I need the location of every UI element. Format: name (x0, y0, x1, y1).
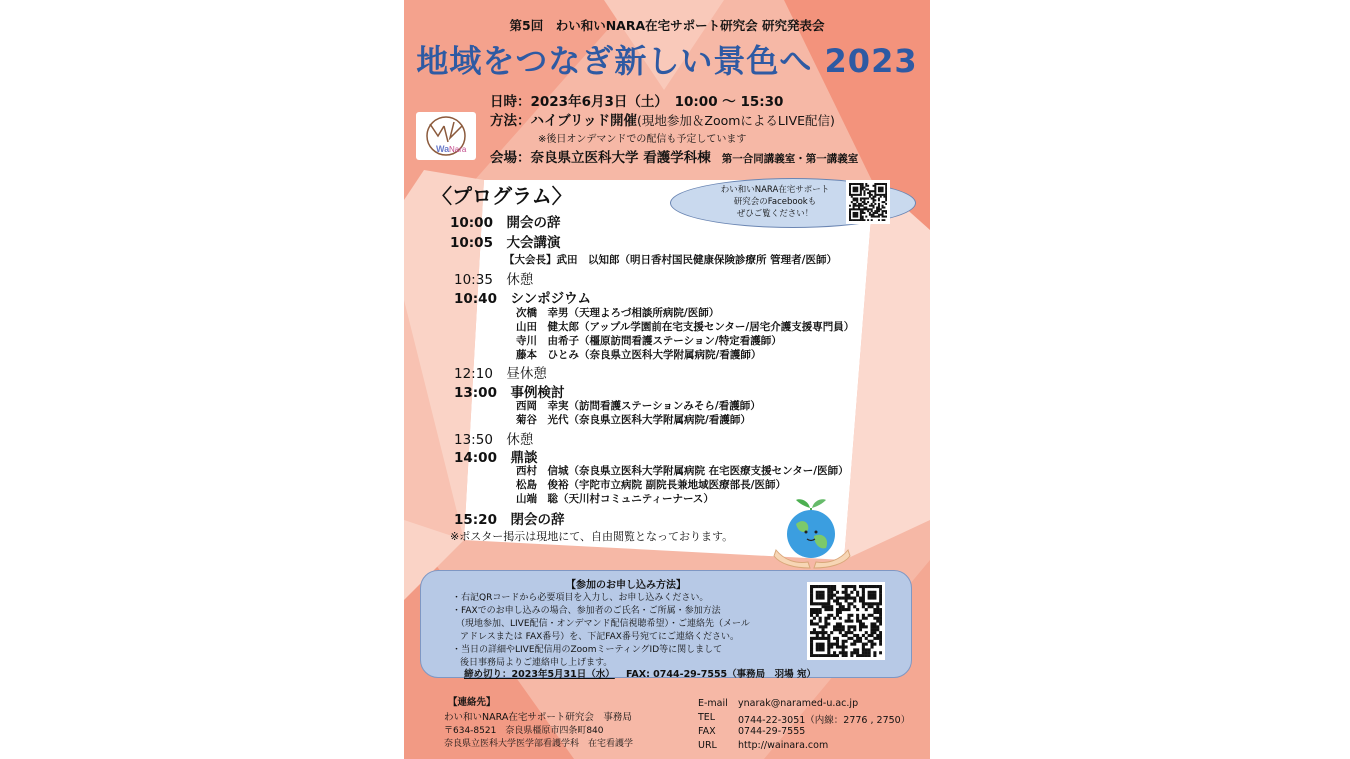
apply-line: アドレスまたは FAX番号）を、下記FAX番号宛てにご連絡ください。 (460, 632, 739, 642)
program-item: 10:00 開会の辞 (450, 215, 561, 231)
speaker-line: 次橋 幸男（天理よろづ相談所病院/医師） (516, 307, 720, 319)
event-method (490, 109, 835, 129)
program-item: 10:05 大会講演 (450, 235, 561, 251)
poster-note: ※ポスター掲示は現地にて、自由閲覧となっております。 (450, 530, 734, 543)
apply-line: （現地参加、LIVE配信・オンデマンド配信視聴希望）・ご連絡先（メール (456, 619, 750, 629)
application-qr-code[interactable] (807, 582, 885, 660)
speaker-line: 【大会長】武田 以知郎（明日香村国民健康保険診療所 管理者/医師） (504, 254, 837, 266)
speaker-line: 寺川 由希子（橿原訪問看護ステーション/特定看護師） (516, 335, 782, 347)
program-item: 15:20 閉会の辞 (454, 512, 565, 528)
speaker-line: 西村 信城（奈良県立医科大学附属病院 在宅医療支援センター/医師） (516, 465, 849, 477)
contact-org: わい和いNARA在宅サポート研究会 事務局 (444, 712, 632, 723)
venue-main: 会場：奈良県立医科大学 看護学科棟 (490, 150, 711, 166)
program-item: 12:10 昼休憩 (454, 366, 547, 382)
wainara-logo-icon (416, 112, 476, 160)
tel-label: TEL (698, 712, 716, 723)
program-item: 10:40 シンポジウム (454, 291, 591, 307)
speaker-line: 山端 聡（天川村コミュニティーナース） (516, 493, 714, 505)
facebook-qr-code[interactable] (846, 180, 890, 224)
facebook-text-line: ぜひご覧ください！ (736, 209, 814, 219)
apply-deadline: 締め切り：2023年5月31日（水） (464, 669, 615, 680)
event-subtitle: 第5回 わい和いNARA在宅サポート研究会 研究発表会 (509, 18, 825, 33)
method-detail: (現地参加＆ZoomによるLIVE配信) (637, 113, 835, 128)
event-venue (490, 146, 858, 166)
url-label: URL (698, 740, 717, 751)
venue-rooms: 第一合同講義室・第一講義室 (721, 153, 859, 165)
program-item: 13:50 休憩 (454, 432, 534, 448)
apply-line: ・当日の詳細やLIVE配信用のZoomミーティングID等に関しまして (452, 645, 723, 655)
program-heading: 〈プログラム〉 (432, 184, 572, 208)
apply-heading: 【参加のお申し込み方法】 (566, 580, 686, 591)
contact-label: 【連絡先】 (448, 697, 496, 708)
email-address[interactable]: ynarak@naramed-u.ac.jp (738, 698, 859, 709)
facebook-text-line: わい和いNARA在宅サポート (720, 185, 830, 195)
contact-dept: 奈良県立医科大学医学部看護学科 在宅看護学 (444, 739, 634, 749)
fax-label: FAX (698, 726, 716, 737)
facebook-text-line: 研究会のFacebookも (733, 197, 817, 207)
apply-line: ・右記QRコードから必要項目を入力し、お申し込みください。 (452, 593, 709, 603)
facebook-text (700, 184, 850, 220)
program-item: 14:00 鼎談 (454, 450, 538, 466)
method-label: 方法：ハイブリッド開催 (490, 113, 638, 129)
svg-text:Wa: Wa (436, 144, 450, 154)
event-flyer (404, 0, 930, 759)
email-label: E-mail (698, 698, 728, 709)
earth-in-hands-icon (770, 494, 854, 570)
program-item: 10:35 休憩 (454, 272, 534, 288)
speaker-line: 西岡 幸実（訪問看護ステーションみそら/看護師） (516, 400, 761, 412)
ondemand-note: ※後日オンデマンドでの配信も予定しています (538, 134, 747, 145)
speaker-line: 菊谷 光代（奈良県立医科大学附属病院/看護師） (516, 414, 751, 426)
event-date: 日時：2023年6月3日（土） 10:00 ～ 15:30 (490, 94, 784, 110)
apply-line: 後日事務局よりご連絡申し上げます。 (460, 658, 613, 668)
program-item: 13:00 事例検討 (454, 385, 565, 401)
contact-address: 〒634-8521 奈良県橿原市四条町840 (444, 726, 604, 736)
speaker-line: 山田 健太郎（アップル学園前在宅支援センター/居宅介護支援専門員） (516, 321, 855, 333)
speaker-line: 藤本 ひとみ（奈良県立医科大学附属病院/看護師） (516, 349, 762, 361)
apply-line: ・FAXでのお申し込みの場合、参加者のご氏名・ご所属・参加方法 (452, 606, 721, 616)
fax-number: 0744-29-7555 (738, 726, 806, 737)
tel-number: 0744-22-3051（内線：2776 , 2750） (738, 715, 911, 726)
website-link[interactable]: http://wainara.com (738, 740, 829, 751)
svg-text:Nara: Nara (449, 145, 467, 154)
speaker-line: 松島 俊裕（宇陀市立病院 副院長兼地域医療部長/医師） (516, 479, 786, 491)
event-title: 地域をつなぎ新しい景色へ 2023 (416, 42, 918, 80)
apply-fax: FAX: 0744-29-7555（事務局 羽場 宛） (626, 669, 816, 680)
